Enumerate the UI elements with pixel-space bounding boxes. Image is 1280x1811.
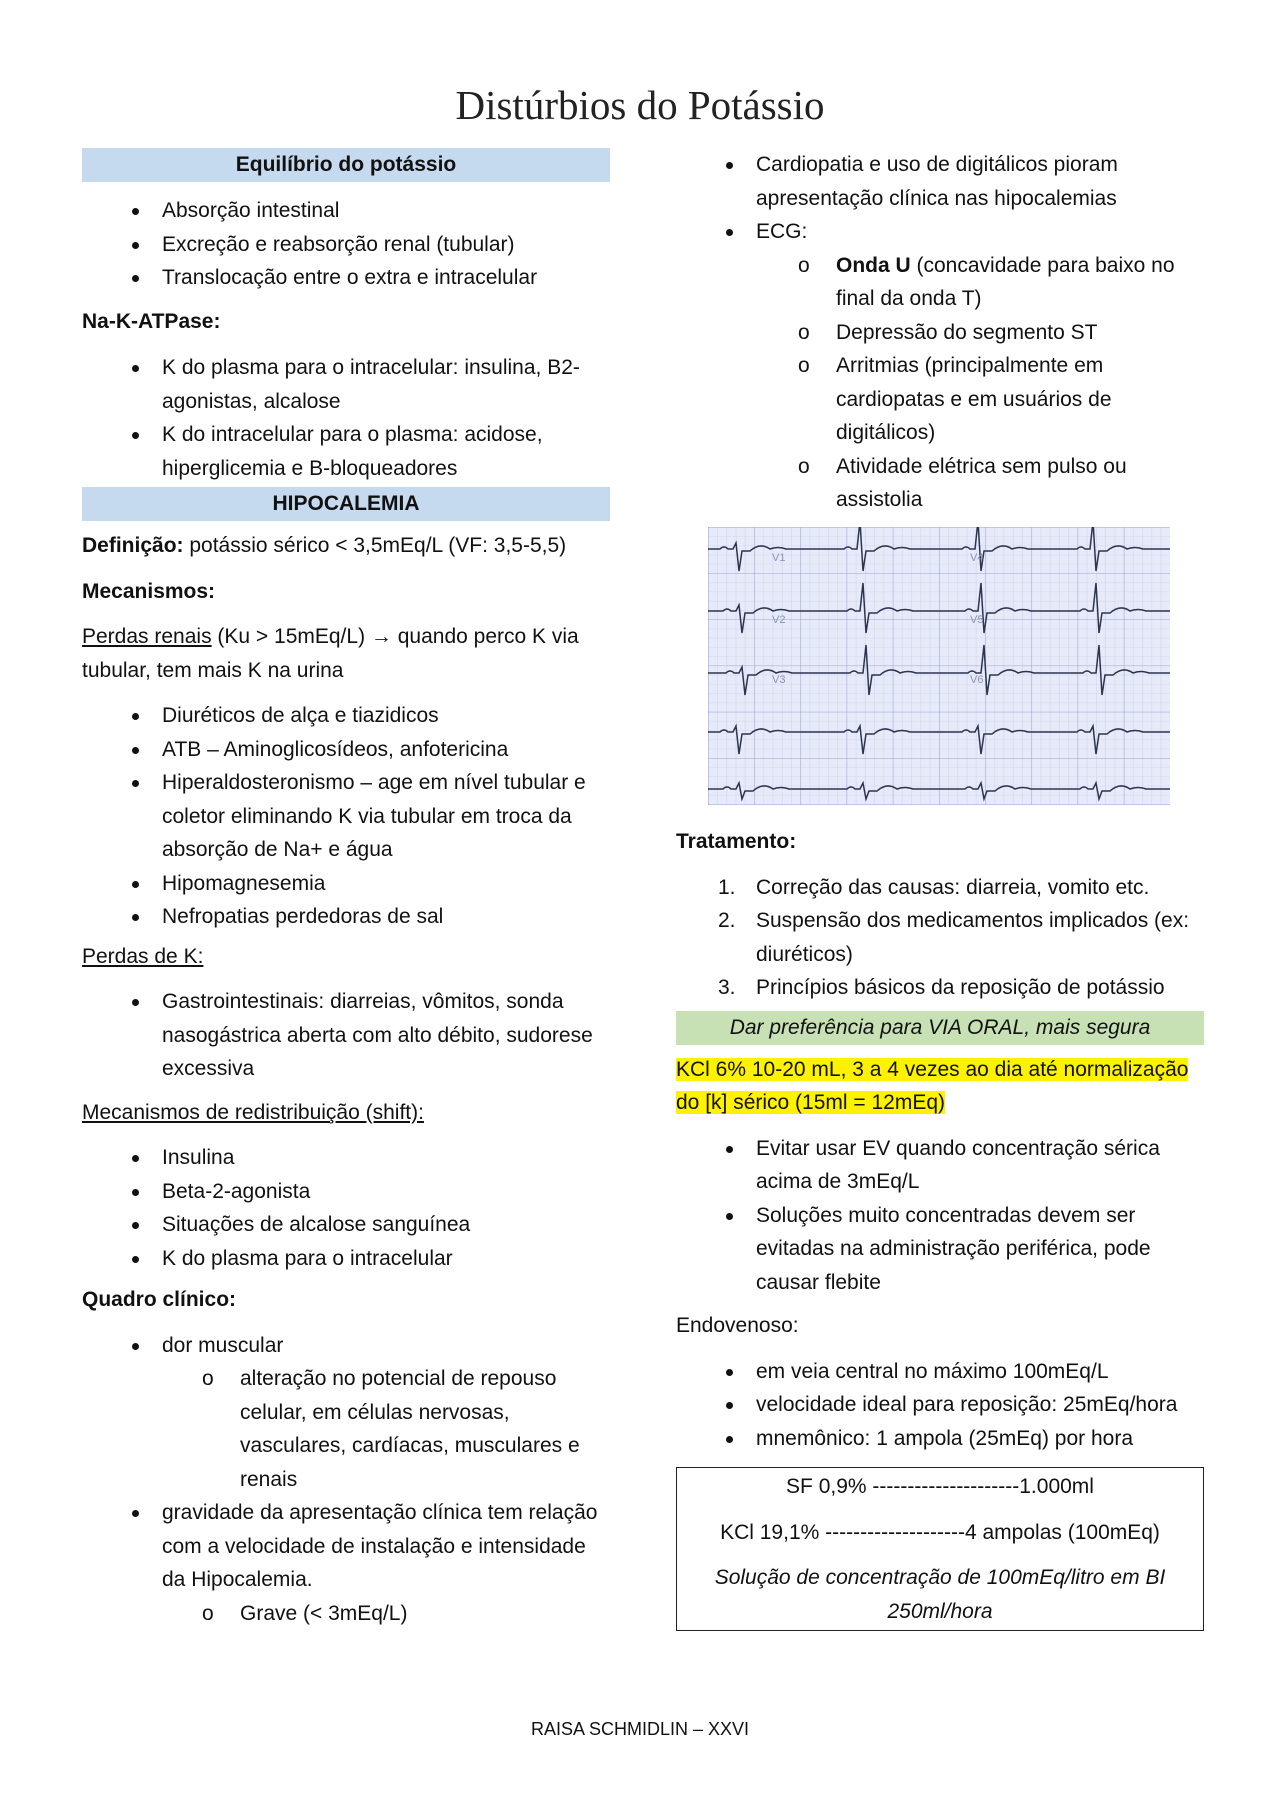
- perdas-k-list: [82, 985, 610, 1086]
- perdas-renais-label: Perdas renais: [82, 625, 212, 648]
- quadro-sublist: [82, 1362, 610, 1496]
- via-oral-banner: Dar preferência para VIA ORAL, mais segura: [676, 1011, 1204, 1045]
- shift-list: [82, 1141, 610, 1275]
- nakatpase-heading: Na-K-ATPase:: [82, 309, 221, 333]
- banner-hipocalemia: HIPOCALEMIA: [82, 487, 610, 521]
- ecg-sublist: [676, 249, 1204, 517]
- right-top-list: [676, 148, 1204, 249]
- page-title: Distúrbios do Potássio: [455, 82, 825, 128]
- list-item: em veia central no máximo 100mEq/L: [676, 1355, 1204, 1389]
- list-item: Insulina: [82, 1141, 610, 1175]
- mecanismos-heading: Mecanismos:: [82, 579, 216, 603]
- list-item: Beta-2-agonista: [82, 1175, 610, 1209]
- kcl-line-2: do [k] sérico (15ml = 12mEq): [676, 1091, 946, 1114]
- perdas-renais-list: [82, 699, 610, 934]
- list-number: 1.: [718, 875, 736, 899]
- list-text: Correção das causas: diarreia, vomito etc.: [756, 875, 1150, 899]
- tratamento-list: [676, 871, 1204, 1005]
- list-item: K do plasma para o intracelular: [82, 1242, 610, 1276]
- onda-u-text: (concavidade para baixo no final da onda T): [836, 253, 1175, 310]
- list-item: Situações de alcalose sanguínea: [82, 1208, 610, 1242]
- list-item: [676, 971, 1204, 1005]
- list-item: ECG:: [676, 215, 1204, 249]
- sub-list-item: o Depressão do segmento ST: [676, 316, 1204, 350]
- kcl-line-1: KCl 6% 10-20 mL, 3 a 4 vezes ao dia até normalização: [676, 1057, 1189, 1081]
- quadro-list-2: [82, 1496, 610, 1597]
- list-item: Translocação entre o extra e intracelular: [82, 261, 610, 295]
- banner-equilibrio: Equilíbrio do potássio: [82, 148, 610, 182]
- ecg-lead-label: V2: [772, 613, 786, 626]
- list-text: Suspensão dos medicamentos implicados (ex: diuréticos): [756, 909, 1190, 966]
- list-item: [676, 871, 1204, 905]
- list-item: K do intracelular para o plasma: acidose, hiperglicemia e B-bloqueadores: [82, 418, 610, 485]
- ecg-lead-label: V1: [772, 551, 786, 564]
- list-item: K do plasma para o intracelular: insulina, B2-agonistas, alcalose: [82, 351, 610, 418]
- list-number: 2.: [718, 909, 736, 932]
- list-item: Gastrointestinais: diarreias, vômitos, sonda nasogástrica aberta com alto débito, sudorese excessiva: [82, 985, 610, 1086]
- list-item: Hiperaldosteronismo – age em nível tubular e coletor eliminando K via tubular em troca da absorção de Na+ e água: [82, 766, 610, 867]
- list-item: Soluções muito concentradas devem ser evitadas na administração periférica, pode causar flebite: [676, 1199, 1204, 1300]
- list-item: ATB – Aminoglicosídeos, anfotericina: [82, 733, 610, 767]
- tratamento-heading: Tratamento:: [676, 830, 797, 853]
- footer: RAISA SCHMIDLIN – XXVI: [530, 1719, 750, 1739]
- ecg-image: [708, 527, 1170, 805]
- list-item: Hipomagnesemia: [82, 867, 610, 901]
- ecg-lead-label: V6: [970, 673, 984, 686]
- box-line-kcl: KCl 19,1% --------------------4 ampolas (100mEq): [720, 1520, 1160, 1544]
- equilibrio-list: [82, 194, 610, 295]
- sub-list-item: o Grave (< 3mEq/L): [82, 1597, 610, 1631]
- list-item: [82, 1329, 610, 1363]
- list-item: [676, 904, 1204, 971]
- list-item: gravidade da apresentação clínica tem relação com a velocidade de instalação e intensidade da Hipocalemia.: [82, 1496, 610, 1597]
- perdas-renais: [82, 620, 610, 687]
- list-item: Cardiopatia e uso de digitálicos pioram apresentação clínica nas hipocalemias: [676, 148, 1204, 215]
- left-column: [82, 148, 610, 1630]
- endovenoso-heading: Endovenoso:: [676, 1314, 799, 1337]
- definicao: [82, 529, 610, 563]
- definicao-label: Definição:: [82, 534, 184, 557]
- list-number: 3.: [718, 976, 736, 999]
- ecg-lead-label: V3: [772, 673, 786, 686]
- list-item: velocidade ideal para reposição: 25mEq/hora: [676, 1388, 1204, 1422]
- ecg-lead-label: V4: [970, 551, 984, 564]
- kcl-dose: [676, 1053, 1204, 1120]
- sub-list-item: o Arritmias (principalmente em cardiopatas e em usuários de digitálicos): [676, 349, 1204, 450]
- list-item: Diuréticos de alça e tiazidicos: [82, 699, 610, 733]
- definicao-text: potássio sérico < 3,5mEq/L (VF: 3,5-5,5): [183, 534, 567, 557]
- perdas-renais-text: (Ku > 15mEq/L) → quando perco K via tubular, tem mais K na urina: [82, 625, 579, 682]
- sub-list-item: [676, 249, 1204, 316]
- ecg-lead-label: V5: [970, 613, 984, 626]
- quadro-heading: Quadro clínico:: [82, 1288, 237, 1311]
- list-item: Absorção intestinal: [82, 194, 610, 228]
- list-item: Evitar usar EV quando concentração sérica acima de 3mEq/L: [676, 1132, 1204, 1199]
- box-line-sf: SF 0,9% ---------------------1.000ml: [786, 1475, 1094, 1498]
- quadro-sublist-2: [82, 1597, 610, 1631]
- sub-list-item: o alteração no potencial de repouso celular, em células nervosas, vasculares, cardíacas, musculares e renais: [82, 1362, 610, 1496]
- list-item: Excreção e reabsorção renal (tubular): [82, 228, 610, 262]
- list-item: mnemônico: 1 ampola (25mEq) por hora: [676, 1422, 1204, 1456]
- box-line-solution: Solução de concentração de 100mEq/litro em BI 250ml/hora: [714, 1566, 1166, 1623]
- sub-list-item: o Atividade elétrica sem pulso ou assistolia: [676, 450, 1204, 517]
- list-item: Nefropatias perdedoras de sal: [82, 900, 610, 934]
- prescription-box: [676, 1467, 1204, 1631]
- right-column: [676, 148, 1204, 1631]
- shift-heading: Mecanismos de redistribuição (shift):: [82, 1100, 424, 1124]
- onda-u-label: Onda U: [836, 253, 911, 277]
- quadro-list: [82, 1329, 610, 1363]
- oral-list: [676, 1132, 1204, 1300]
- quadro-item-text: dor muscular: [162, 1333, 284, 1357]
- list-text: Princípios básicos da reposição de potássio: [756, 976, 1165, 999]
- ev-list: [676, 1355, 1204, 1456]
- perdas-k-heading: Perdas de K:: [82, 944, 204, 968]
- nakatpase-list: [82, 351, 610, 485]
